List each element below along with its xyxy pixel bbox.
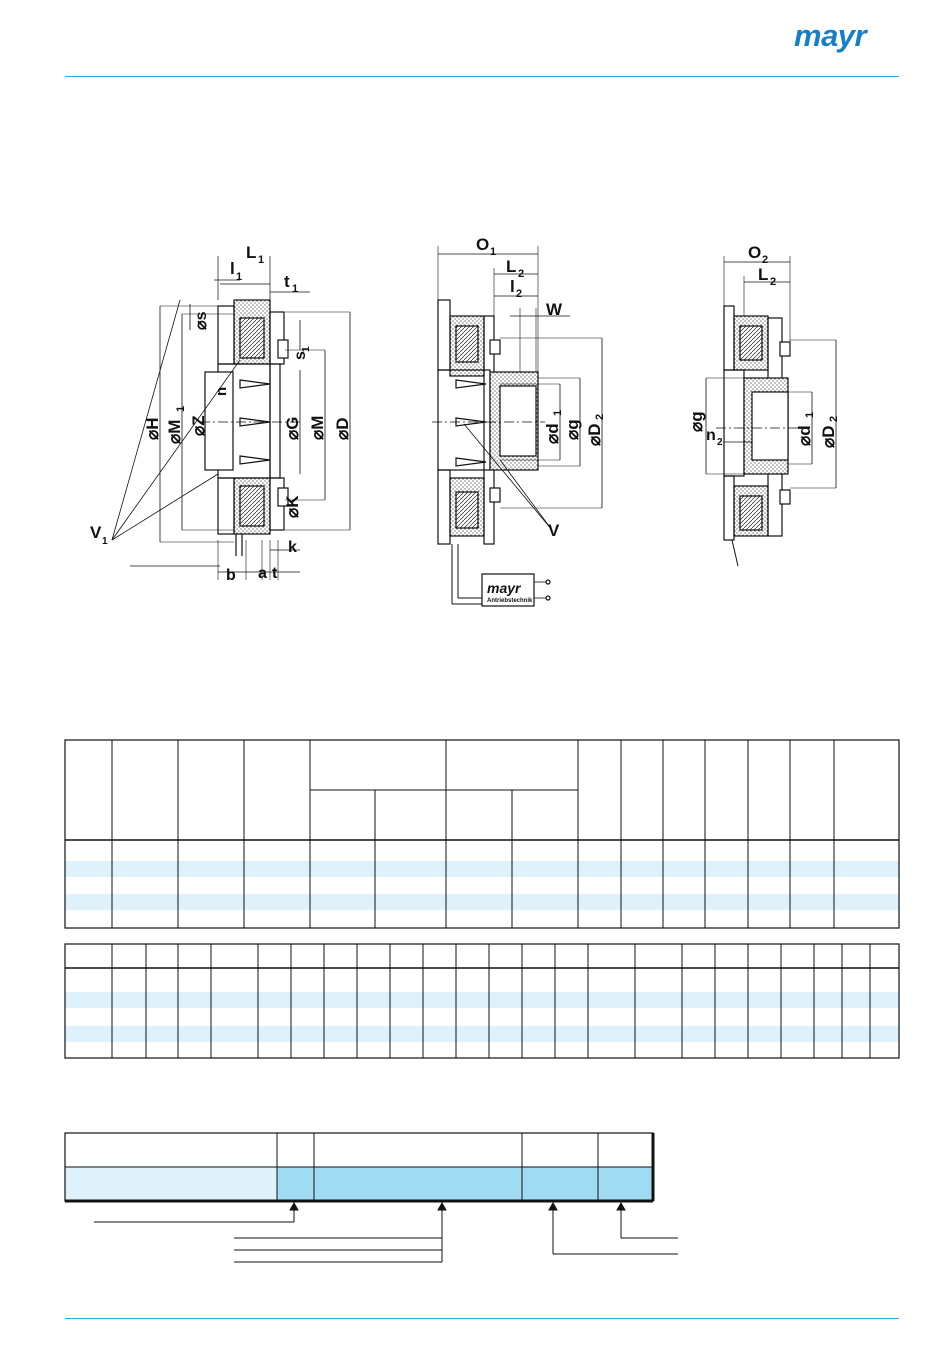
- connector-subtitle: Antriebstechnik: [487, 598, 533, 604]
- label-M1: ⌀M: [165, 419, 184, 444]
- label-b: b: [226, 567, 236, 584]
- label-D2-fig3: ⌀D: [819, 425, 838, 448]
- label-Z: ⌀Z: [189, 415, 208, 436]
- label-t1: t: [284, 272, 290, 291]
- label-D2: ⌀D: [585, 423, 604, 446]
- label-t1-sub: 1: [292, 283, 299, 295]
- label-D2-sub-fig3: 2: [828, 415, 840, 422]
- label-s: ⌀s: [193, 311, 210, 330]
- connector-brand: mayr: [487, 580, 521, 596]
- label-L2: L: [506, 257, 517, 276]
- label-V1-sub: 1: [102, 536, 108, 547]
- label-g-fig3: ⌀g: [687, 411, 706, 432]
- label-l2-sub: 2: [516, 288, 523, 300]
- label-L1: L: [246, 243, 257, 262]
- label-d1-fig3: ⌀d: [795, 425, 814, 446]
- label-L2-sub-fig3: 2: [770, 276, 777, 288]
- label-O2-sub: 2: [762, 254, 769, 266]
- label-l1: l: [230, 259, 235, 278]
- table-1: [65, 740, 899, 928]
- figure-3-flange-hub: [706, 256, 836, 566]
- label-k: k: [288, 539, 297, 556]
- label-l1-sub: 1: [236, 271, 243, 283]
- label-D: ⌀D: [333, 417, 352, 440]
- footer-rule: [65, 1318, 899, 1319]
- mayr-logo: mayr: [794, 18, 867, 53]
- label-n2: n: [706, 427, 716, 444]
- label-n2-sub: 2: [717, 437, 723, 448]
- label-a: a: [258, 565, 267, 582]
- label-D2-sub: 2: [594, 413, 606, 420]
- label-L1-sub: 1: [258, 254, 265, 266]
- label-W: W: [546, 300, 563, 319]
- label-l2: l: [510, 277, 515, 296]
- label-O2: O: [748, 243, 762, 262]
- label-V1: V: [90, 523, 102, 542]
- label-s1: s: [292, 351, 309, 360]
- label-g: ⌀g: [563, 419, 582, 440]
- label-s1-sub: 1: [301, 346, 312, 352]
- label-d1-sub: 1: [552, 409, 564, 416]
- label-O1-sub: 1: [490, 246, 497, 258]
- label-t: t: [272, 565, 278, 582]
- label-n: n: [213, 386, 230, 396]
- label-G: ⌀G: [283, 416, 302, 440]
- order-number-scheme: [65, 1133, 678, 1262]
- label-H: ⌀H: [143, 417, 162, 440]
- label-V: V: [548, 521, 560, 540]
- label-L2-fig3: L: [758, 265, 769, 284]
- label-d1: ⌀d: [543, 423, 562, 444]
- label-M1-sub: 1: [175, 405, 187, 412]
- label-d1-sub-fig3: 1: [804, 411, 816, 418]
- label-L2-sub: 2: [518, 268, 525, 280]
- table-2: [65, 944, 899, 1058]
- label-K: ⌀K: [283, 495, 302, 518]
- label-O1: O: [476, 235, 490, 254]
- label-M: ⌀M: [308, 415, 327, 440]
